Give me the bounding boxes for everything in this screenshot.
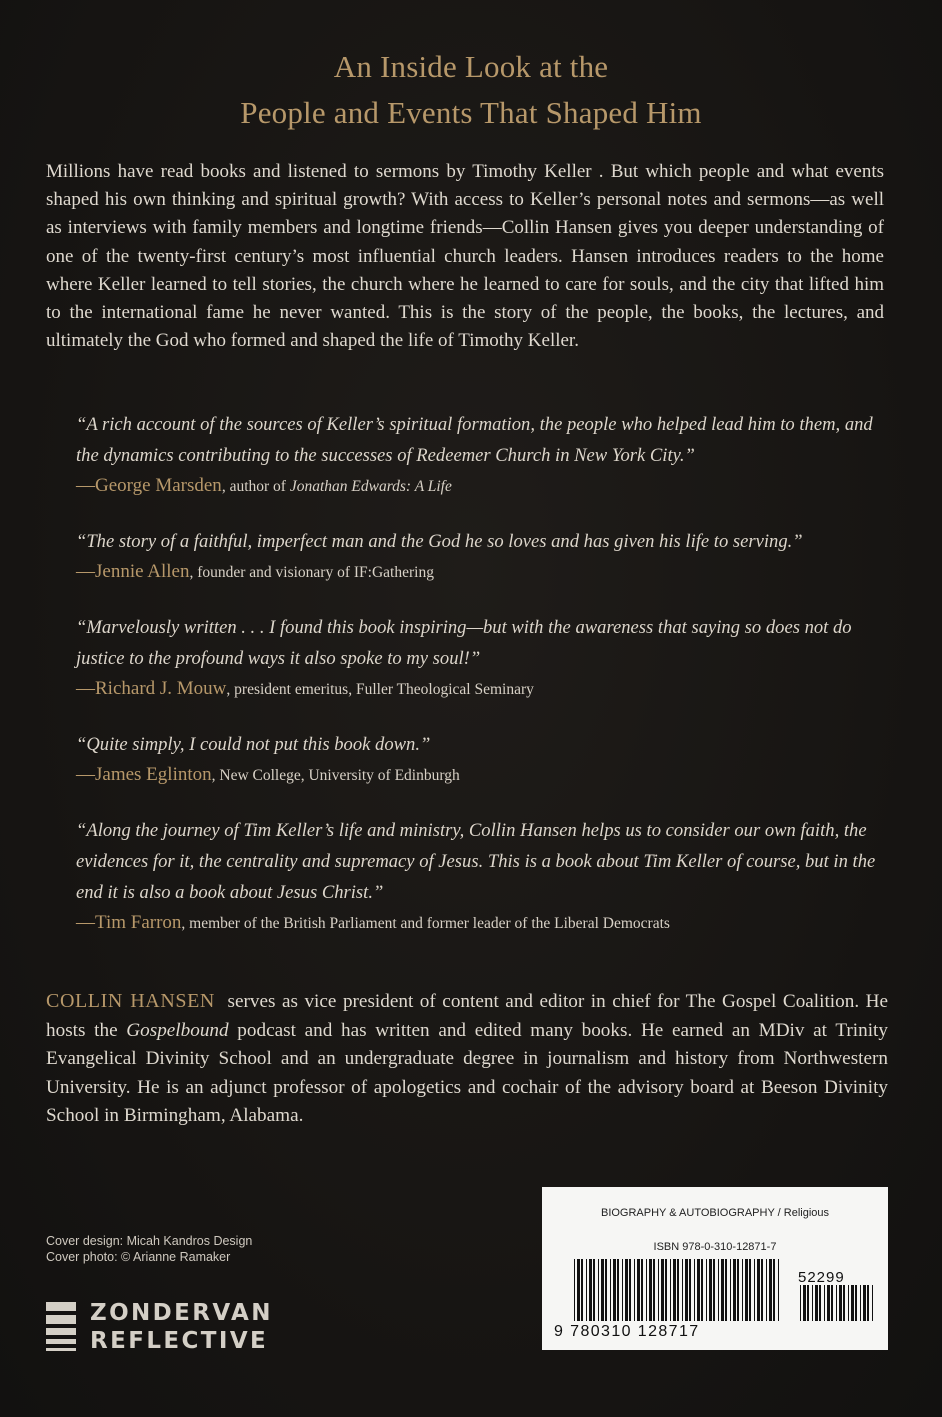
em-dash: — [76, 475, 95, 496]
endorser-name: Jennie Allen [95, 561, 190, 582]
headline [0, 44, 942, 136]
endorsement-quote: “A rich account of the sources of Keller’s spiritual formation, the people who helped lead him to them, and the dynamics contributing to the successes of Redeemer Church in New York City.” [76, 414, 873, 466]
publisher-logo [46, 1299, 306, 1359]
barcode-panel [542, 1187, 888, 1350]
endorser-name: Tim Farron [95, 912, 182, 933]
em-dash: — [76, 764, 95, 785]
isbn: ISBN 978-0-310-12871-7 [653, 1241, 777, 1253]
endorser-work-title: Jonathan Edwards: A Life [289, 478, 452, 495]
endorsement [76, 815, 876, 939]
endorsement-attribution [76, 760, 876, 791]
endorser-role: , New College, University of Edinburgh [211, 767, 460, 784]
endorser-role: , president emeritus, Fuller Theological Seminary [226, 681, 534, 698]
endorsement [76, 729, 876, 791]
endorsement-attribution [76, 908, 876, 939]
endorser-name: Richard J. Mouw [95, 678, 227, 699]
endorsement [76, 409, 876, 502]
barcode-number: 9 780310 128717 [554, 1323, 700, 1340]
publisher-name [90, 1299, 273, 1355]
endorser-name: George Marsden [95, 475, 222, 496]
em-dash: — [76, 912, 95, 933]
headline-line-1: An Inside Look at the [333, 49, 609, 84]
description-blurb: Millions have read books and listened to sermons by Timothy Keller . But which people and what events shaped his own thinking and spiritual growth? With access to Keller’s personal notes and sermons—as well as interviews with family members and longtime friends—Collin Hansen gives you deeper understanding of one of the twenty-first century’s most influential church leaders. Hansen introduces readers to the home where Keller learned to tell stories, the church where he learned to care for souls, and the city that lifted him to the international fame he never wanted. This is the story of the people, the books, the lectures, and ultimately the God who formed and shaped the life of Timothy Keller. [46, 161, 884, 352]
author-name: COLLIN HANSEN [46, 990, 215, 1012]
bio-text-2: podcast and has written and edited many books. He earned an MDiv at Trinity Evangelical Divinity School and an undergraduate degree in journalism and history from Northwestern University. He is an adjunct professor of apologetics and cochair of the advisory board at Beeson Divinity School in Birmingham, Alabama. [46, 1019, 888, 1127]
endorsements [76, 409, 876, 963]
endorsement-attribution [76, 674, 876, 705]
author-bio [46, 987, 888, 1131]
endorsement-quote: “The story of a faithful, imperfect man and the God he so loves and has given his life to serving.” [76, 531, 803, 552]
endorsement-attribution [76, 471, 876, 502]
endorser-role: , member of the British Parliament and former leader of the Liberal Democrats [181, 915, 670, 932]
em-dash: — [76, 678, 95, 699]
headline-line-2: People and Events That Shaped Him [240, 95, 702, 130]
cover-credits [46, 1233, 252, 1265]
endorser-role: , founder and visionary of IF:Gathering [189, 564, 434, 581]
bio-text-1: serves as vice president of content and editor in chief for The Gospel Coalition. He hosts the [46, 991, 889, 1041]
cover-photo-credit: Cover photo: © Arianne Ramaker [46, 1250, 231, 1264]
podcast-title: Gospelbound [126, 1019, 229, 1041]
endorser-name: James Eglinton [95, 764, 212, 785]
bisac-category: BIOGRAPHY & AUTOBIOGRAPHY / Religious [600, 1207, 830, 1219]
endorsement [76, 612, 876, 705]
zondervan-z-icon [46, 1302, 76, 1356]
cover-design-credit: Cover design: Micah Kandros Design [46, 1234, 253, 1248]
endorsement-quote: “Marvelously written . . . I found this book inspiring—but with the awareness that saying so does not do justice to the profound ways it also spoke to my soul!” [76, 617, 852, 669]
endorsement-attribution [76, 557, 876, 588]
publisher-name-line-1: ZONDERVAN [90, 1300, 273, 1326]
price-code: 52299 [798, 1269, 845, 1286]
em-dash: — [76, 561, 95, 582]
endorser-role: , author of [221, 478, 290, 495]
endorsement-quote: “Along the journey of Tim Keller’s life and ministry, Collin Hansen helps us to consider our own faith, the evidences for it, the centrality and supremacy of Jesus. This is a book about Tim Keller of course, but in the end it is also a book about Jesus Christ.” [76, 820, 876, 903]
publisher-name-line-2: REFLECTIVE [90, 1328, 269, 1354]
endorsement-quote: “Quite simply, I could not put this book down.” [76, 734, 431, 755]
endorsement [76, 526, 876, 588]
